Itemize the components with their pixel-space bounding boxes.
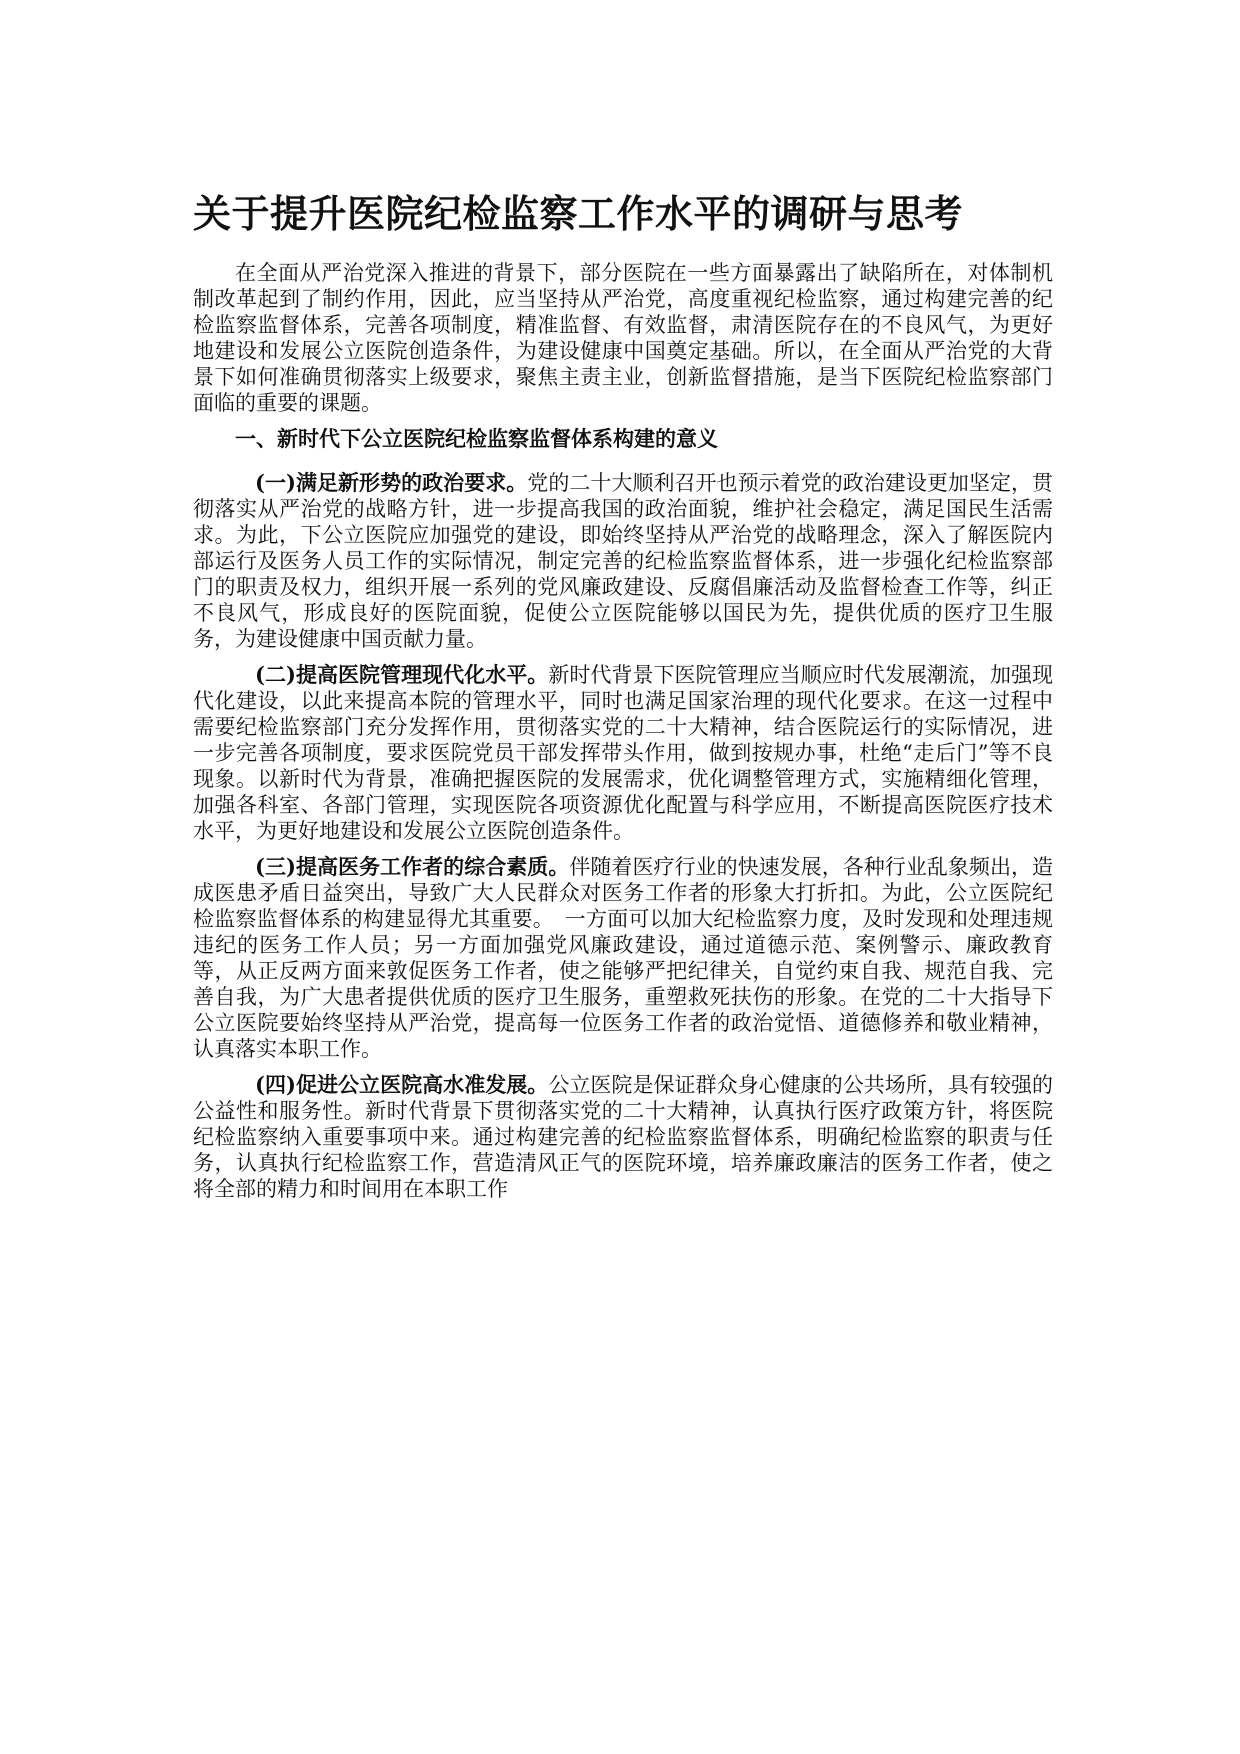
subsection-paragraph-4	[193, 1072, 1053, 1202]
subsection-text-3: 伴随着医疗行业的快速发展，各种行业乱象频出，造成医患矛盾日益突出，导致广大人民群众对医务工作者的形象大打折扣。为此，公立医院纪检监察监督体系的构建显得尤其重要。 一方面可以加大纪检监察力度，及时发现和处理违规违纪的医务工作人员；另一方面加强党风廉政建设，通过道德示范、案例警示、廉政教育等，从正反两方面来敦促医务工作者，使之能够严把纪律关，自觉约束自我、规范自我、完善自我，为广大患者提供优质的医疗卫生服务，重塑救死扶伤的形象。在党的二十大指导下公立医院要始终坚持从严治党，提高每一位医务工作者的政治觉悟、道德修养和敬业精神，认真落实本职工作。	[193, 855, 1054, 1061]
subsection-text-4: 公立医院是保证群众身心健康的公共场所，具有较强的公益性和服务性。新时代背景下贯彻落实党的二十大精神，认真执行医疗政策方针，将医院纪检监察纳入重要事项中来。通过构建完善的纪检监察监督体系，明确纪检监察的职责与任务，认真执行纪检监察工作，营造清风正气的医院环境，培养廉政廉洁的医务工作者，使之将全部的精力和时间用在本职工作	[193, 1073, 1054, 1201]
subsection-heading-2: (二)提高医院管理现代化水平。	[255, 662, 549, 687]
subsection-text-2: 新时代背景下医院管理应当顺应时代发展潮流，加强现代化建设，以此来提高本院的管理水平，同时也满足国家治理的现代化要求。在这一过程中需要纪检监察部门充分发挥作用，贯彻落实党的二十大精神，结合医院运行的实际情况，进一步完善各项制度，要求医院党员干部发挥带头作用，做到按规办事，杜绝“走后门”等不良现象。以新时代为背景，准确把握医院的发展需求，优化调整管理方式，实施精细化管理，加强各科室、各部门管理，实现医院各项资源优化配置与科学应用，不断提高医院医疗技术水平，为更好地建设和发展公立医院创造条件。	[193, 663, 1054, 843]
document-title: 关于提升医院纪检监察工作水平的调研与思考	[193, 192, 964, 236]
subsection-heading-1: (一)满足新形势的政治要求。	[255, 470, 528, 495]
intro-paragraph: 在全面从严治党深入推进的背景下，部分医院在一些方面暴露出了缺陷所在，对体制机制改革起到了制约作用，因此，应当坚持从严治党，高度重视纪检监察，通过构建完善的纪检监察监督体系，完善各项制度，精准监督、有效监督，肃清医院存在的不良风气，为更好地建设和发展公立医院创造条件，为建设健康中国奠定基础。所以，在全面从严治党的大背景下如何准确贯彻落实上级要求，聚焦主责主业，创新监督措施，是当下医院纪检监察部门面临的重要的课题。	[193, 261, 1053, 415]
subsection-heading-4: (四)促进公立医院高水准发展。	[255, 1072, 549, 1097]
subsection-paragraph-2	[193, 662, 1053, 844]
subsection-paragraph-1	[193, 470, 1053, 652]
subsection-text-1: 党的二十大顺利召开也预示着党的政治建设更加坚定，贯彻落实从严治党的战略方针，进一步提高我国的政治面貌，维护社会稳定，满足国民生活需求。为此，下公立医院应加强党的建设，即始终坚持从严治党的战略理念，深入了解医院内部运行及医务人员工作的实际情况，制定完善的纪检监察监督体系，进一步强化纪检监察部门的职责及权力，组织开展一系列的党风廉政建设、反腐倡廉活动及监督检查工作等，纠正不良风气，形成良好的医院面貌，促使公立医院能够以国民为先，提供优质的医疗卫生服务，为建设健康中国贡献力量。	[193, 471, 1054, 651]
section-heading: 一、新时代下公立医院纪检监察监督体系构建的意义	[235, 426, 718, 451]
document-body	[193, 190, 1053, 1212]
subsection-heading-3: (三)提高医务工作者的综合素质。	[255, 854, 570, 879]
subsection-paragraph-3	[193, 854, 1053, 1062]
